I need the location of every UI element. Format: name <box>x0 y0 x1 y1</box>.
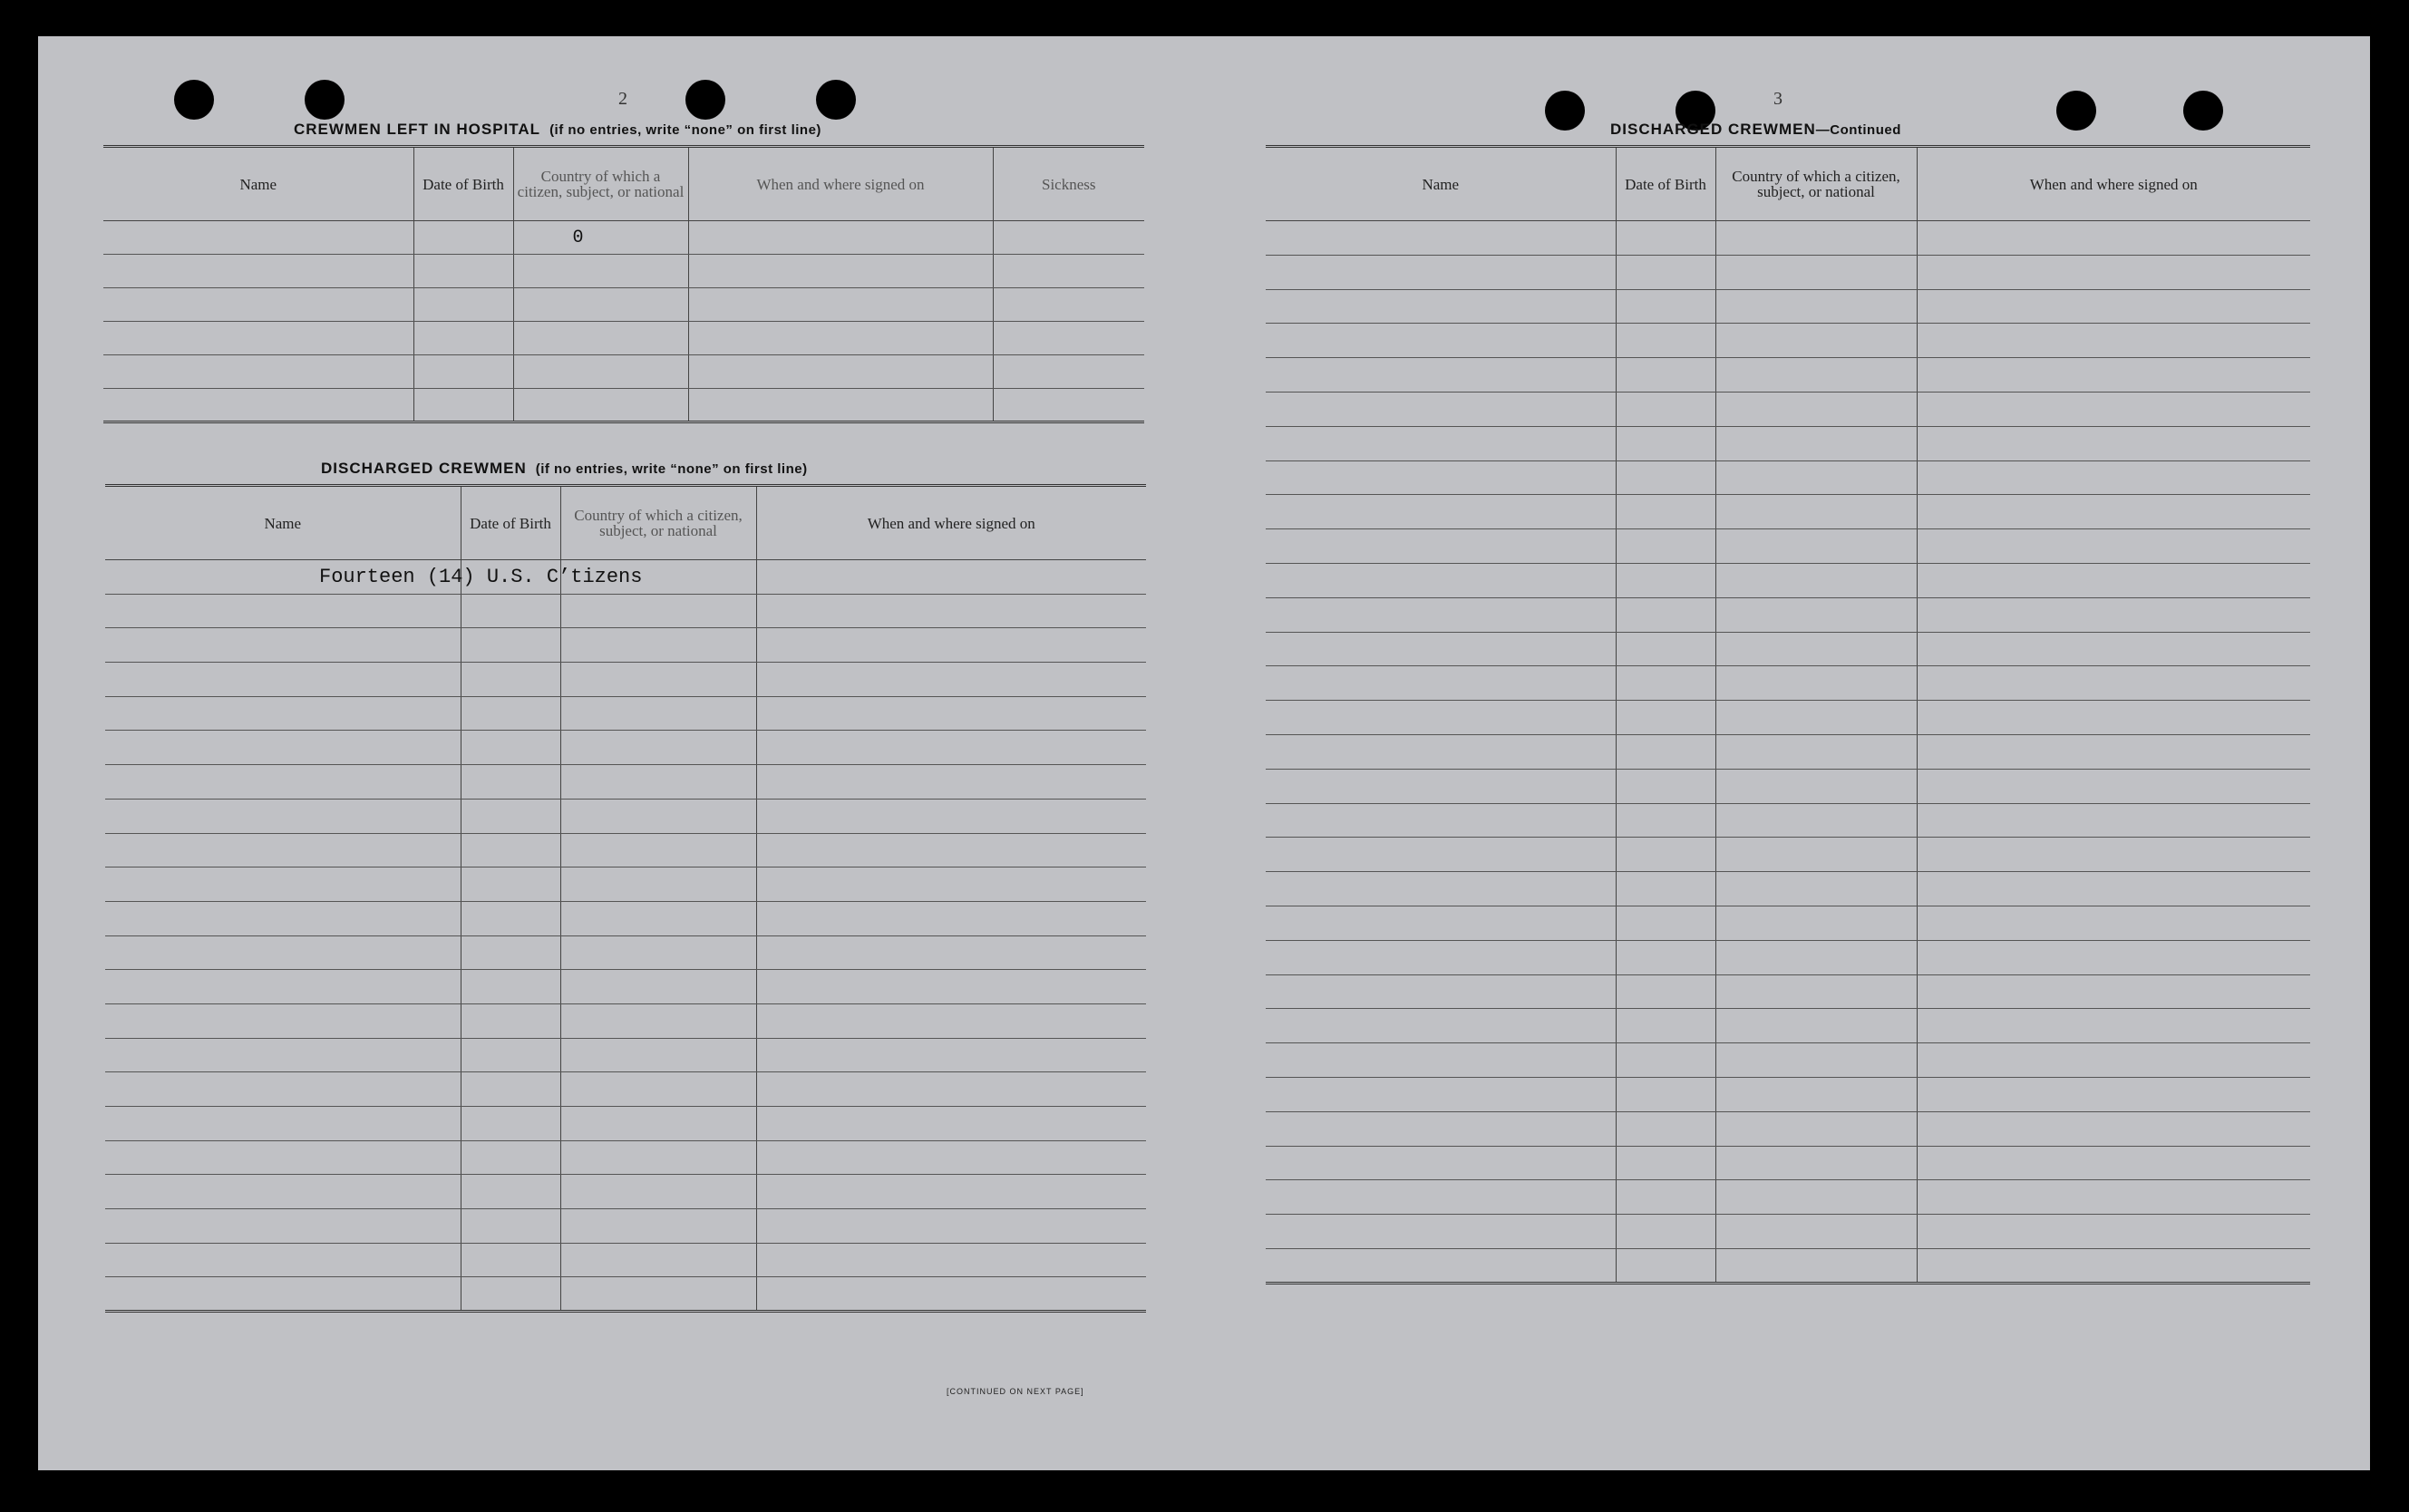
punch-hole <box>685 80 725 120</box>
table-cell[interactable] <box>103 389 413 422</box>
table-cell[interactable] <box>993 221 1144 255</box>
table-cell[interactable] <box>105 696 461 731</box>
table-cell[interactable] <box>1917 666 2310 701</box>
col-date-of-birth: Date of Birth <box>1616 147 1715 221</box>
col-country: Country of which a citizen, subject, or national <box>560 486 756 560</box>
table-cell[interactable] <box>461 935 560 970</box>
table-cell[interactable] <box>1266 666 1616 701</box>
table-cell[interactable] <box>105 935 461 970</box>
table-cell[interactable] <box>756 1277 1146 1312</box>
table-cell[interactable] <box>560 696 756 731</box>
table-cell[interactable] <box>1715 803 1917 838</box>
table-cell[interactable] <box>1917 632 2310 666</box>
table-cell[interactable] <box>1715 1146 1917 1180</box>
table-cell[interactable] <box>1917 495 2310 529</box>
table-cell[interactable] <box>105 1003 461 1038</box>
table-cell[interactable] <box>1616 426 1715 460</box>
table-cell[interactable] <box>461 799 560 833</box>
table-cell[interactable] <box>1616 838 1715 872</box>
table-cell[interactable] <box>1616 1111 1715 1146</box>
table-cell[interactable] <box>105 560 643 595</box>
table-cell[interactable] <box>1715 1043 1917 1078</box>
table-cell[interactable] <box>1616 460 1715 495</box>
table-cell[interactable] <box>513 355 688 389</box>
discharged-continued-title <box>1610 121 1901 139</box>
table-cell[interactable] <box>1266 1043 1616 1078</box>
col-name: Name <box>1266 147 1616 221</box>
table-cell[interactable] <box>1266 426 1616 460</box>
table-cell[interactable] <box>1715 838 1917 872</box>
table-cell[interactable] <box>756 1209 1146 1244</box>
crew-entry: Fourteen (14) U.S. C’tizens <box>319 565 643 588</box>
table-cell[interactable] <box>1266 324 1616 358</box>
table-cell[interactable] <box>1616 324 1715 358</box>
table-cell[interactable] <box>1616 358 1715 393</box>
form-sheet <box>38 36 2370 1470</box>
table-cell[interactable] <box>461 1140 560 1175</box>
table-cell[interactable] <box>1917 1111 2310 1146</box>
table-cell[interactable] <box>1266 563 1616 597</box>
table-cell[interactable] <box>1917 1077 2310 1111</box>
table-cell[interactable] <box>513 389 688 422</box>
table-cell[interactable] <box>461 594 560 628</box>
table-cell[interactable] <box>461 1209 560 1244</box>
table-cell[interactable] <box>560 867 756 902</box>
table-cell[interactable] <box>105 970 461 1004</box>
table-cell[interactable] <box>1616 769 1715 803</box>
table-cell[interactable] <box>1616 701 1715 735</box>
table-cell[interactable] <box>560 970 756 1004</box>
table-cell[interactable] <box>1616 289 1715 324</box>
table-cell[interactable] <box>1715 1248 1917 1283</box>
table-cell[interactable] <box>105 765 461 800</box>
table-cell[interactable] <box>560 1277 756 1312</box>
table-cell[interactable] <box>560 765 756 800</box>
table-cell[interactable] <box>1715 495 1917 529</box>
col-name: Name <box>103 147 413 221</box>
table-cell[interactable] <box>1616 255 1715 289</box>
punch-hole <box>174 80 214 120</box>
discharged-continued-title-text: DISCHARGED CREWMEN <box>1610 121 1816 138</box>
table-cell[interactable] <box>560 1243 756 1277</box>
table-cell[interactable] <box>461 1175 560 1209</box>
table-cell[interactable] <box>105 1243 461 1277</box>
table-cell[interactable] <box>413 355 513 389</box>
table-cell[interactable] <box>1715 324 1917 358</box>
table-cell[interactable] <box>560 901 756 935</box>
table-cell[interactable] <box>461 628 560 663</box>
table-cell[interactable] <box>413 288 513 322</box>
col-signed-on: When and where signed on <box>756 486 1146 560</box>
table-cell[interactable] <box>105 1038 461 1072</box>
table-cell[interactable] <box>461 663 560 697</box>
table-cell[interactable] <box>560 935 756 970</box>
table-cell[interactable] <box>756 731 1146 765</box>
table-cell[interactable] <box>1917 1146 2310 1180</box>
table-cell[interactable] <box>993 389 1144 422</box>
table-cell[interactable] <box>413 389 513 422</box>
table-cell[interactable] <box>1917 221 2310 256</box>
table-cell[interactable] <box>1917 1248 2310 1283</box>
table-cell[interactable] <box>1266 597 1616 632</box>
table-cell[interactable] <box>1917 734 2310 769</box>
table-cell[interactable] <box>105 901 461 935</box>
table-cell[interactable] <box>560 833 756 867</box>
table-cell[interactable] <box>756 663 1146 697</box>
hospital-section-title <box>294 121 821 139</box>
table-cell[interactable] <box>1266 838 1616 872</box>
table-cell[interactable] <box>1917 392 2310 426</box>
table-cell[interactable] <box>461 765 560 800</box>
table-cell[interactable] <box>1917 358 2310 393</box>
table-cell[interactable] <box>1715 974 1917 1009</box>
table-cell[interactable] <box>461 1038 560 1072</box>
table-cell[interactable] <box>756 1140 1146 1175</box>
table-cell[interactable] <box>560 1038 756 1072</box>
table-cell[interactable] <box>513 288 688 322</box>
table-cell[interactable] <box>756 833 1146 867</box>
table-cell[interactable] <box>103 322 413 355</box>
table-cell[interactable] <box>461 696 560 731</box>
table-cell[interactable] <box>1616 597 1715 632</box>
table-cell[interactable] <box>1917 426 2310 460</box>
table-cell[interactable] <box>688 355 993 389</box>
table-cell[interactable] <box>1266 255 1616 289</box>
table-cell[interactable] <box>1616 803 1715 838</box>
table-cell[interactable] <box>1616 872 1715 906</box>
table-cell[interactable] <box>1917 838 2310 872</box>
table-cell[interactable] <box>1616 495 1715 529</box>
table-cell[interactable] <box>1715 255 1917 289</box>
table-cell[interactable] <box>560 1209 756 1244</box>
table-cell[interactable] <box>1917 1043 2310 1078</box>
table-cell[interactable] <box>688 221 993 255</box>
table-cell[interactable] <box>1616 632 1715 666</box>
col-sickness: Sickness <box>993 147 1144 221</box>
table-cell[interactable] <box>105 1140 461 1175</box>
punch-hole <box>816 80 856 120</box>
table-cell[interactable] <box>1616 1215 1715 1249</box>
table-cell[interactable] <box>756 594 1146 628</box>
table-cell[interactable] <box>688 322 993 355</box>
table-cell[interactable] <box>1917 255 2310 289</box>
col-signed-on: When and where signed on <box>688 147 993 221</box>
table-cell[interactable] <box>105 594 461 628</box>
table-cell[interactable] <box>1917 529 2310 564</box>
table-cell[interactable] <box>1715 769 1917 803</box>
hospital-subtitle: (if no entries, write “none” on first line) <box>549 122 821 138</box>
table-cell[interactable] <box>1266 1248 1616 1283</box>
table-cell[interactable] <box>1715 460 1917 495</box>
table-cell[interactable] <box>1715 358 1917 393</box>
table-cell[interactable] <box>560 1107 756 1141</box>
table-cell[interactable] <box>413 322 513 355</box>
table-cell[interactable] <box>1917 803 2310 838</box>
table-cell[interactable] <box>105 628 461 663</box>
table-cell[interactable] <box>1715 563 1917 597</box>
table-cell[interactable] <box>1266 1111 1616 1146</box>
table-cell[interactable] <box>688 389 993 422</box>
table-cell[interactable] <box>1715 1111 1917 1146</box>
table-cell[interactable] <box>1266 1146 1616 1180</box>
table-cell[interactable] <box>756 1175 1146 1209</box>
table-cell[interactable] <box>1266 392 1616 426</box>
table-cell[interactable] <box>1266 1180 1616 1215</box>
table-cell[interactable] <box>1266 632 1616 666</box>
table-cell[interactable] <box>756 867 1146 902</box>
table-cell[interactable] <box>756 1072 1146 1107</box>
table-cell[interactable] <box>1616 563 1715 597</box>
table-cell[interactable] <box>1715 221 1917 256</box>
table-cell[interactable] <box>1616 1146 1715 1180</box>
discharged-subtitle: (if no entries, write “none” on first line) <box>535 461 808 477</box>
table-cell[interactable] <box>1917 872 2310 906</box>
table-cell[interactable] <box>1917 1009 2310 1043</box>
table-cell[interactable] <box>1616 974 1715 1009</box>
table-cell[interactable] <box>1715 701 1917 735</box>
table-cell[interactable] <box>105 1072 461 1107</box>
table-cell[interactable] <box>1715 666 1917 701</box>
table-cell[interactable] <box>105 1209 461 1244</box>
table-cell[interactable] <box>1715 1180 1917 1215</box>
punch-hole <box>1545 91 1585 131</box>
table-cell[interactable] <box>756 628 1146 663</box>
table-cell[interactable] <box>1266 289 1616 324</box>
table-cell[interactable] <box>993 288 1144 322</box>
hospital-table <box>103 145 1144 423</box>
table-cell[interactable] <box>1266 803 1616 838</box>
discharged-table <box>105 484 1146 1313</box>
table-cell[interactable] <box>993 322 1144 355</box>
table-cell[interactable] <box>1266 358 1616 393</box>
table-cell[interactable] <box>1917 940 2310 974</box>
table-cell[interactable] <box>1917 974 2310 1009</box>
table-cell[interactable] <box>756 901 1146 935</box>
discharged-continued-table <box>1266 145 2310 1284</box>
table-cell[interactable] <box>1715 734 1917 769</box>
table-cell[interactable] <box>1266 940 1616 974</box>
page-number-right: 3 <box>1773 89 1782 109</box>
table-cell[interactable] <box>1715 289 1917 324</box>
table-cell[interactable] <box>560 1072 756 1107</box>
table-cell[interactable] <box>756 935 1146 970</box>
table-cell[interactable] <box>1266 701 1616 735</box>
table-cell[interactable] <box>461 1072 560 1107</box>
table-cell[interactable] <box>1266 1077 1616 1111</box>
table-cell[interactable] <box>756 560 1146 595</box>
table-cell[interactable] <box>1616 529 1715 564</box>
table-cell[interactable] <box>105 1107 461 1141</box>
discharged-title-text: DISCHARGED CREWMEN <box>321 460 527 477</box>
punch-hole <box>2183 91 2223 131</box>
table-cell[interactable] <box>560 663 756 697</box>
table-cell[interactable] <box>560 594 756 628</box>
page-number-left: 2 <box>618 89 627 109</box>
table-cell[interactable] <box>105 833 461 867</box>
table-cell[interactable] <box>1917 1180 2310 1215</box>
table-cell[interactable] <box>1616 1248 1715 1283</box>
table-cell[interactable] <box>1616 1180 1715 1215</box>
table-cell[interactable] <box>105 1175 461 1209</box>
table-cell[interactable] <box>513 255 688 288</box>
discharged-section-title <box>321 460 808 478</box>
table-cell[interactable] <box>1266 734 1616 769</box>
continued-suffix: —Continued <box>1815 122 1901 138</box>
table-cell[interactable] <box>461 1107 560 1141</box>
table-cell[interactable] <box>1917 701 2310 735</box>
table-cell[interactable] <box>1616 392 1715 426</box>
table-cell[interactable] <box>1266 906 1616 940</box>
table-cell[interactable] <box>756 970 1146 1004</box>
table-cell[interactable] <box>560 1003 756 1038</box>
country-entry: 0 <box>572 227 584 248</box>
table-cell[interactable] <box>1917 597 2310 632</box>
table-cell[interactable] <box>1917 563 2310 597</box>
table-cell[interactable] <box>1266 495 1616 529</box>
table-cell[interactable] <box>756 696 1146 731</box>
table-cell[interactable] <box>513 322 688 355</box>
table-cell[interactable] <box>1616 1077 1715 1111</box>
table-cell[interactable] <box>1715 1009 1917 1043</box>
table-cell[interactable] <box>1616 1043 1715 1078</box>
table-cell[interactable] <box>756 1107 1146 1141</box>
punch-hole <box>305 80 345 120</box>
table-cell[interactable] <box>1266 529 1616 564</box>
col-date-of-birth: Date of Birth <box>461 486 560 560</box>
table-cell[interactable] <box>1917 906 2310 940</box>
table-cell[interactable] <box>513 221 688 255</box>
table-cell[interactable] <box>1715 597 1917 632</box>
table-cell[interactable] <box>1266 872 1616 906</box>
table-cell[interactable] <box>560 1140 756 1175</box>
table-cell[interactable] <box>461 901 560 935</box>
table-cell[interactable] <box>1917 769 2310 803</box>
table-cell[interactable] <box>413 255 513 288</box>
table-cell[interactable] <box>756 765 1146 800</box>
table-cell[interactable] <box>756 1003 1146 1038</box>
table-cell[interactable] <box>1715 392 1917 426</box>
table-cell[interactable] <box>461 867 560 902</box>
col-name: Name <box>105 486 461 560</box>
table-cell[interactable] <box>105 799 461 833</box>
table-cell[interactable] <box>1715 906 1917 940</box>
table-cell[interactable] <box>1616 221 1715 256</box>
table-cell[interactable] <box>461 970 560 1004</box>
table-cell[interactable] <box>1715 632 1917 666</box>
table-cell[interactable] <box>103 288 413 322</box>
table-cell[interactable] <box>560 628 756 663</box>
table-cell[interactable] <box>103 221 413 255</box>
table-cell[interactable] <box>1266 460 1616 495</box>
table-cell[interactable] <box>1715 872 1917 906</box>
table-cell[interactable] <box>1616 940 1715 974</box>
table-cell[interactable] <box>461 731 560 765</box>
table-cell[interactable] <box>1715 1077 1917 1111</box>
table-cell[interactable] <box>1715 1215 1917 1249</box>
table-cell[interactable] <box>1266 221 1616 256</box>
table-cell[interactable] <box>1616 734 1715 769</box>
table-cell[interactable] <box>993 255 1144 288</box>
continued-note: [CONTINUED ON NEXT PAGE] <box>947 1387 1084 1396</box>
table-cell[interactable] <box>103 355 413 389</box>
table-cell[interactable] <box>1715 529 1917 564</box>
table-cell[interactable] <box>756 1243 1146 1277</box>
table-cell[interactable] <box>461 833 560 867</box>
table-cell[interactable] <box>461 1243 560 1277</box>
table-cell[interactable] <box>1266 974 1616 1009</box>
table-cell[interactable] <box>461 1277 560 1312</box>
table-cell[interactable] <box>1917 324 2310 358</box>
table-cell[interactable] <box>103 255 413 288</box>
table-cell[interactable] <box>688 288 993 322</box>
table-cell[interactable] <box>105 663 461 697</box>
punch-hole <box>2056 91 2096 131</box>
col-date-of-birth: Date of Birth <box>413 147 513 221</box>
table-cell[interactable] <box>1917 1215 2310 1249</box>
table-cell[interactable] <box>461 1003 560 1038</box>
table-cell[interactable] <box>1917 460 2310 495</box>
table-cell[interactable] <box>1616 906 1715 940</box>
table-cell[interactable] <box>105 731 461 765</box>
col-country: Country of which a citizen, subject, or national <box>513 147 688 221</box>
table-cell[interactable] <box>1917 289 2310 324</box>
table-cell[interactable] <box>688 255 993 288</box>
table-cell[interactable] <box>1266 1215 1616 1249</box>
table-cell[interactable] <box>560 731 756 765</box>
hospital-title-text: CREWMEN LEFT IN HOSPITAL <box>294 121 541 138</box>
table-cell[interactable] <box>756 1038 1146 1072</box>
col-signed-on: When and where signed on <box>1917 147 2310 221</box>
table-cell[interactable] <box>1266 1009 1616 1043</box>
table-cell[interactable] <box>756 799 1146 833</box>
col-country: Country of which a citizen, subject, or national <box>1715 147 1917 221</box>
table-cell[interactable] <box>105 867 461 902</box>
table-cell[interactable] <box>1715 940 1917 974</box>
table-cell[interactable] <box>105 1277 461 1312</box>
table-cell[interactable] <box>1616 666 1715 701</box>
table-cell[interactable] <box>413 221 513 255</box>
table-cell[interactable] <box>1266 769 1616 803</box>
table-cell[interactable] <box>560 799 756 833</box>
table-cell[interactable] <box>560 1175 756 1209</box>
table-cell[interactable] <box>1715 426 1917 460</box>
table-cell[interactable] <box>1616 1009 1715 1043</box>
table-cell[interactable] <box>993 355 1144 389</box>
